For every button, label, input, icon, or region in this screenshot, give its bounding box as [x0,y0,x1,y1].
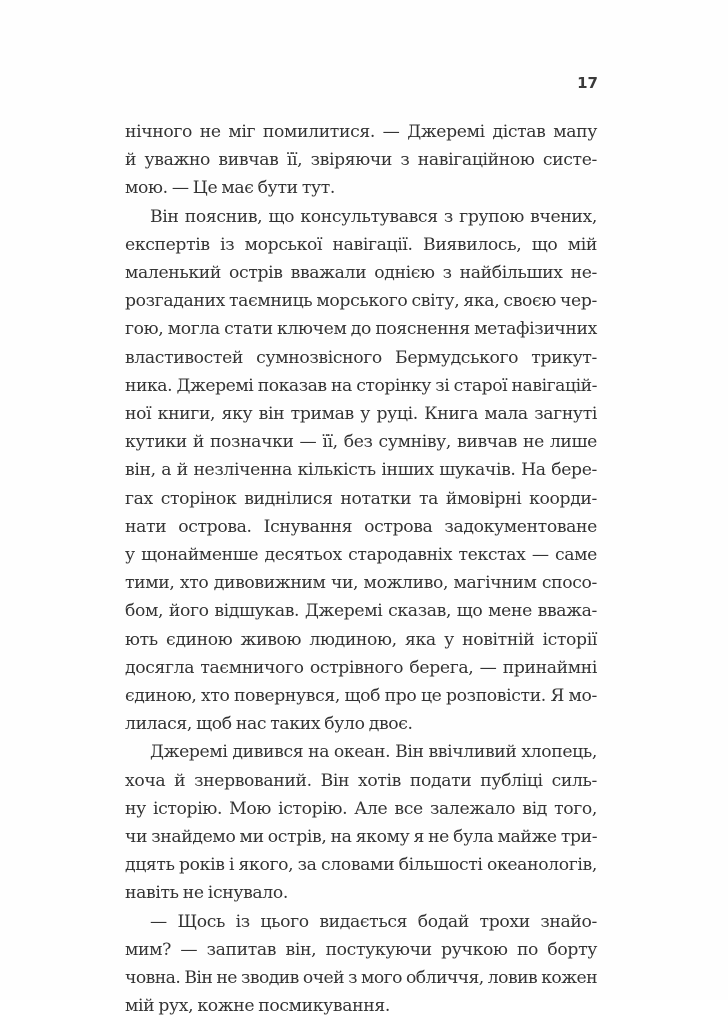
page-number: 17 [577,74,598,92]
text-line: ють єдиною живою людиною, яка у новітній історії [125,629,597,650]
text-line: нати острова. Існування острова задокументоване [125,516,597,537]
text-line: властивостей сумнозвісного Бермудського трикут- [125,347,597,368]
text-line: мою. — Це має бути тут. [125,178,336,199]
text-line: маленький острів вважали однією з найбільших не- [125,263,597,284]
text-line: бом, його відшукав. Джеремі сказав, що мене вважа- [125,601,597,622]
text-line: мій рух, кожне посмикування. [125,996,390,1017]
paragraph [125,738,597,907]
text-line: навіть не існувало. [125,883,288,904]
text-line: розгаданих таємниць морського світу, яка, своєю чер- [125,291,597,312]
text-line: Він пояснив, що консультувався з групою вчених, [150,206,597,227]
text-line: — Щось із цього видається бодай трохи знайо- [150,911,597,932]
text-line: у щонайменше десятьох стародавніх текстах — саме [125,545,597,566]
text-line: ника. Джеремі показав на сторінку зі старої навігацій- [125,375,597,396]
text-line: кутики й позначки — її, без сумніву, вивчав не лише [125,432,597,453]
text-line: нічного не міг помилитися. — Джеремі дістав мапу [125,122,597,142]
paragraph [125,203,597,739]
paragraph [125,908,597,1021]
text-line: він, а й незліченна кількість інших шукачів. На бере- [125,460,597,481]
text-line: ну історію. Мою історію. Але все залежало від того, [125,798,597,819]
page-body-text [125,118,597,1021]
text-line: гах сторінок виднілися нотатки та ймовірні коорди- [125,488,597,509]
text-line: дцять років і якого, за словами більшості океанологів, [125,855,597,876]
text-line: й уважно вивчав її, звіряючи з навігаційною систе- [125,150,597,171]
text-line: гою, могла стати ключем до пояснення метафізичних [125,319,597,340]
text-line: лилася, щоб нас таких було двоє. [125,714,413,735]
text-line: човна. Він не зводив очей з мого обличчя, ловив кожен [125,968,597,989]
text-line: хоча й знервований. Він хотів подати публіці силь- [125,770,597,791]
text-line: ної книги, яку він тримав у руці. Книга мала загнуті [125,404,597,425]
text-line: мим? — запитав він, постукуючи ручкою по борту [125,939,597,960]
text-line: тими, хто дивовижним чи, можливо, магічним спосо- [125,573,597,594]
text-line: експертів із морської навігації. Виявилось, що мій [125,234,597,255]
text-line: чи знайдемо ми острів, на якому я не була майже три- [125,827,598,848]
paragraph [125,118,597,203]
text-line: єдиною, хто повернувся, щоб про це розповісти. Я мо- [125,686,597,707]
text-line: Джеремі дивився на океан. Він ввічливий хлопець, [150,742,597,763]
text-line: досягла таємничого острівного берега, — принаймні [125,657,597,678]
